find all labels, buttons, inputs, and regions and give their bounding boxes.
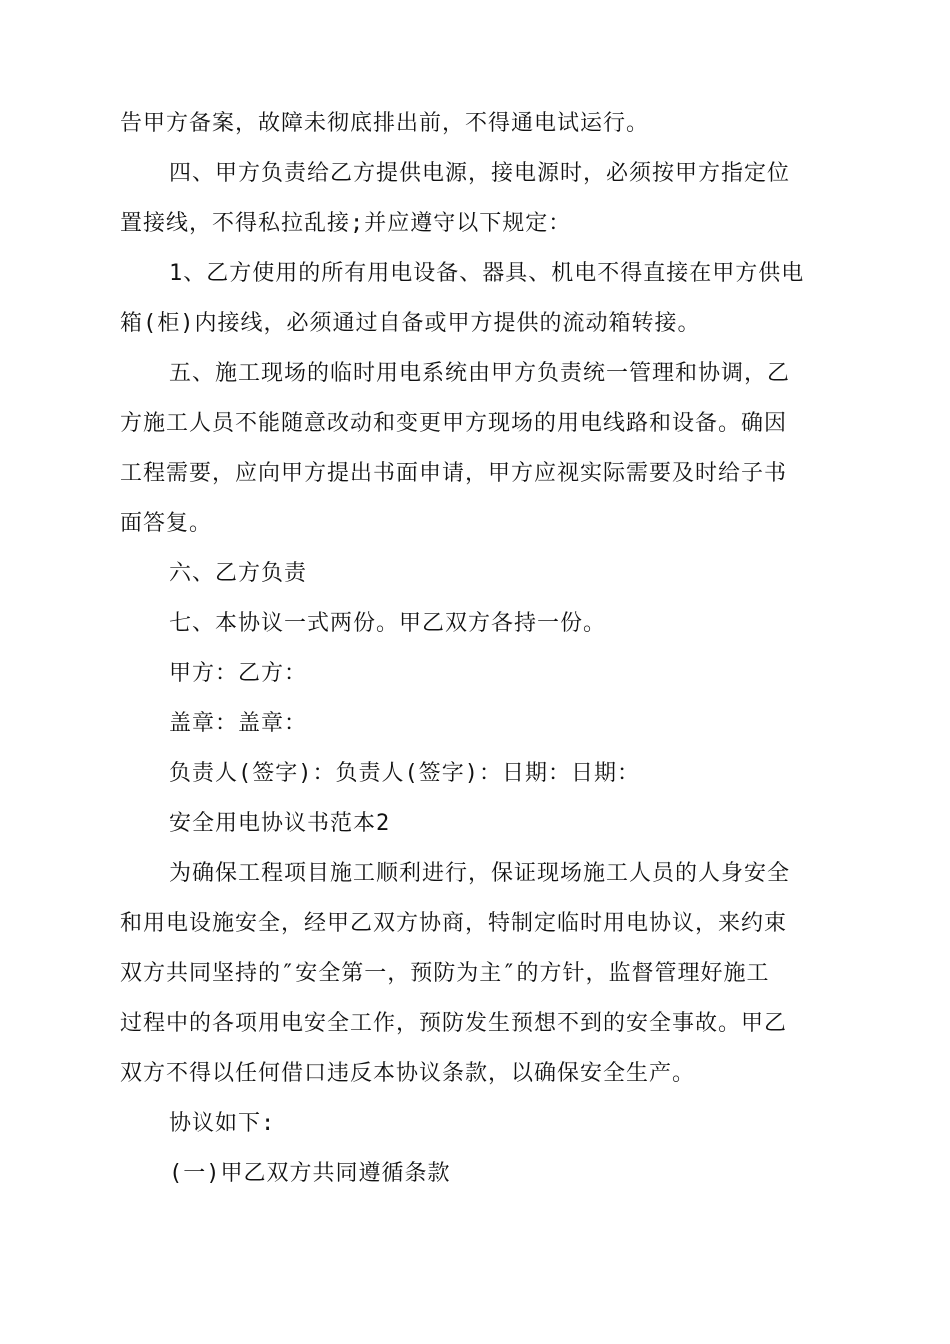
- text-line: 甲方：乙方：: [169, 661, 308, 686]
- text-line: 盖章：盖章：: [169, 711, 308, 736]
- text-line: 方施工人员不能随意改动和变更甲方现场的用电线路和设备。确因: [120, 411, 788, 436]
- text-line: 协议如下:: [169, 1111, 276, 1136]
- text-line: 负责人(签字)：负责人(签字)：日期：日期：: [169, 761, 640, 786]
- text-line: 为确保工程项目施工顺利进行，保证现场施工人员的人身安全: [169, 861, 791, 886]
- text-line: 过程中的各项用电安全工作，预防发生预想不到的安全事故。甲乙: [120, 1011, 788, 1036]
- text-line: 双方共同坚持的″安全第一，预防为主″的方针，监督管理好施工: [120, 961, 770, 986]
- text-line: 和用电设施安全，经甲乙双方协商，特制定临时用电协议，来约束: [120, 911, 788, 936]
- text-line: 工程需要，应向甲方提出书面申请，甲方应视实际需要及时给子书: [120, 461, 788, 486]
- text-line: 置接线，不得私拉乱接;并应遵守以下规定：: [120, 211, 572, 236]
- text-line: 箱(柜)内接线，必须通过自备或甲方提供的流动箱转接。: [120, 311, 701, 336]
- text-line: 双方不得以任何借口违反本协议条款，以确保安全生产。: [120, 1061, 696, 1086]
- text-line: 五、施工现场的临时用电系统由甲方负责统一管理和协调，乙: [169, 361, 791, 386]
- text-line: 六、乙方负责: [169, 561, 308, 586]
- text-line: 1、乙方使用的所有用电设备、器具、机电不得直接在甲方供电: [169, 261, 805, 286]
- text-line: 告甲方备案，故障未彻底排出前，不得通电试运行。: [120, 111, 650, 136]
- text-line: 面答复。: [120, 511, 213, 536]
- section-title: 安全用电协议书范本2: [169, 811, 391, 836]
- text-line: (一)甲乙双方共同遵循条款: [169, 1161, 451, 1186]
- text-line: 四、甲方负责给乙方提供电源，接电源时，必须按甲方指定位: [169, 161, 791, 186]
- text-line: 七、本协议一式两份。甲乙双方各持一份。: [169, 611, 607, 636]
